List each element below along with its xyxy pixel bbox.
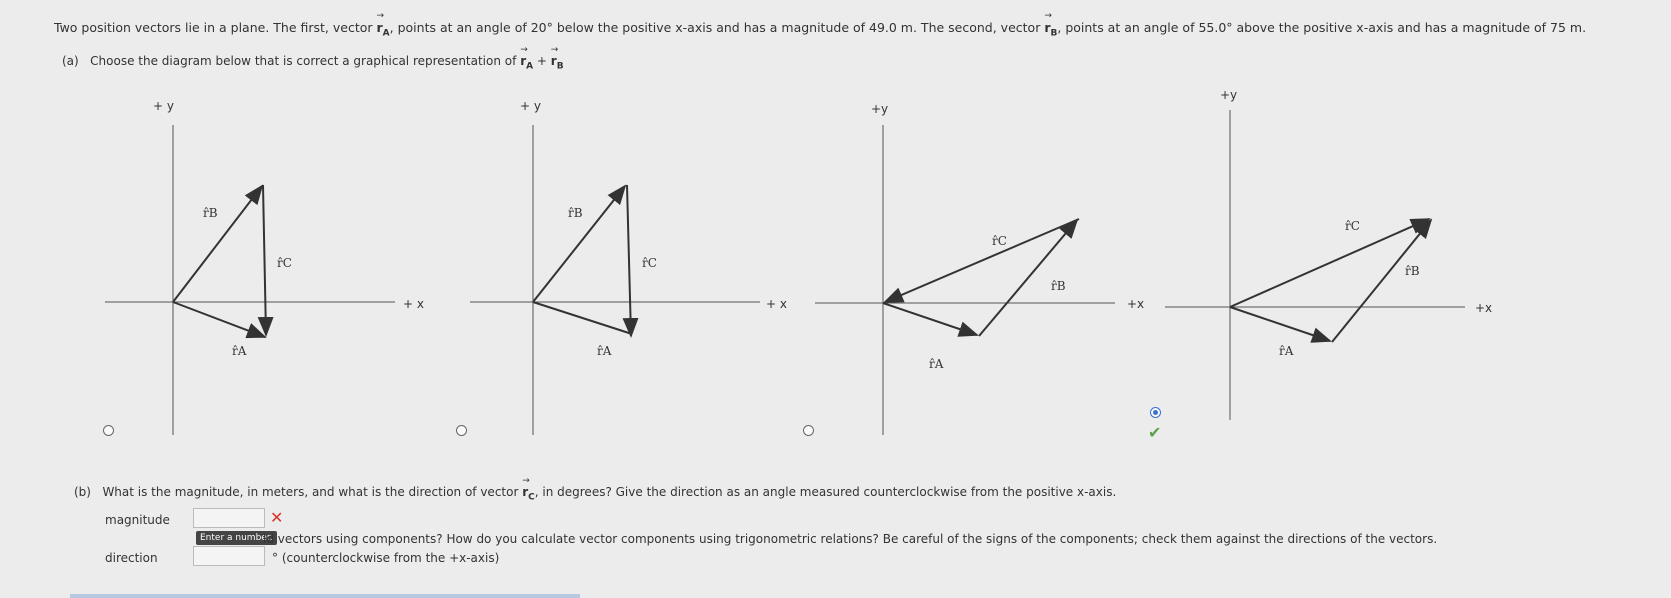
label-rB: r̂B [1405,264,1420,278]
vector-rC [263,185,266,335]
hint-text: ld vectors using components? How do you calculate vector components using trigonometric relations? Be careful of the signs of the components; check them against the directions of the vectors. [263,532,1438,546]
vector-rA [1230,307,1330,341]
label-rB: r̂B [568,206,583,220]
y-axis-label: +y [871,102,889,116]
y-axis-label: + y [520,99,541,113]
vector-rB [1332,220,1431,342]
progress-bar [70,594,580,598]
label-rB: r̂B [203,206,218,220]
part-b-prompt: (b) What is the magnitude, in meters, and what is the direction of vector → $r_C$, in degrees? Give the direction as an angle measured counterclockwise from the positive x-axis. [74,476,1117,503]
diagram-option-2 [470,85,800,429]
diagram-option-1 [105,85,435,429]
part-a-prompt: (a) Choose the diagram below that is correct a graphical representation of → $r_A$ + → $r_B$ [62,45,564,72]
label-rA: r̂A [1279,344,1294,358]
vector-rA-symbol: → $r_A$ [376,11,390,39]
vector-diagram [1165,85,1495,425]
label-rA: r̂A [232,344,247,358]
vector-rA [533,302,632,334]
vector-rC [1230,219,1429,307]
label-rB: r̂B [1051,279,1066,293]
diagram-option-4 [1165,85,1495,429]
vector-diagram [815,85,1145,425]
vector-diagram [105,85,435,425]
vector-rC [627,185,631,336]
vector-rB-symbol: → $r_B$ [1044,11,1058,39]
label-rA: r̂A [597,344,612,358]
x-axis-label: +x [1127,297,1145,311]
y-axis-label: +y [1220,88,1238,102]
vector-rA [883,303,977,335]
label-rC: r̂C [277,256,292,270]
magnitude-input[interactable] [193,508,265,528]
x-axis-label: + x [766,297,787,311]
incorrect-x-icon: ✕ [270,508,284,527]
vector-rB [533,186,625,302]
label-rC: r̂C [1345,219,1360,233]
label-rC: r̂C [992,234,1007,248]
label-rC: r̂C [642,256,657,270]
label-rA: r̂A [929,357,944,371]
x-axis-label: +x [1475,301,1493,315]
magnitude-label: magnitude [105,513,170,527]
diagram-option-3 [815,85,1145,429]
direction-input[interactable] [193,546,265,566]
direction-label: direction [105,551,158,565]
x-axis-label: + x [403,297,424,311]
correct-checkmark-icon: ✔ [1148,423,1162,442]
option-1-radio[interactable] [103,425,114,436]
enter-number-tooltip: Enter a number. [196,531,277,545]
vector-rB [173,186,262,302]
vector-rC [885,219,1079,302]
direction-unit-text: ° (counterclockwise from the +x-axis) [272,551,500,565]
option-4-radio[interactable] [1150,407,1161,418]
option-2-radio[interactable] [456,425,467,436]
y-axis-label: + y [153,99,174,113]
vector-rA [173,302,265,337]
vector-diagram [470,85,800,425]
question-text: Two position vectors lie in a plane. The first, vector → $r_A$, points at an angle of 20° below the positive x-axis and has a magnitude of 49.0 m. The second, vector → $r_B$, points at an angle of 55.0° above the positive x-axis and has a magnitude of 75 m. [54,11,1587,39]
option-3-radio[interactable] [803,425,814,436]
